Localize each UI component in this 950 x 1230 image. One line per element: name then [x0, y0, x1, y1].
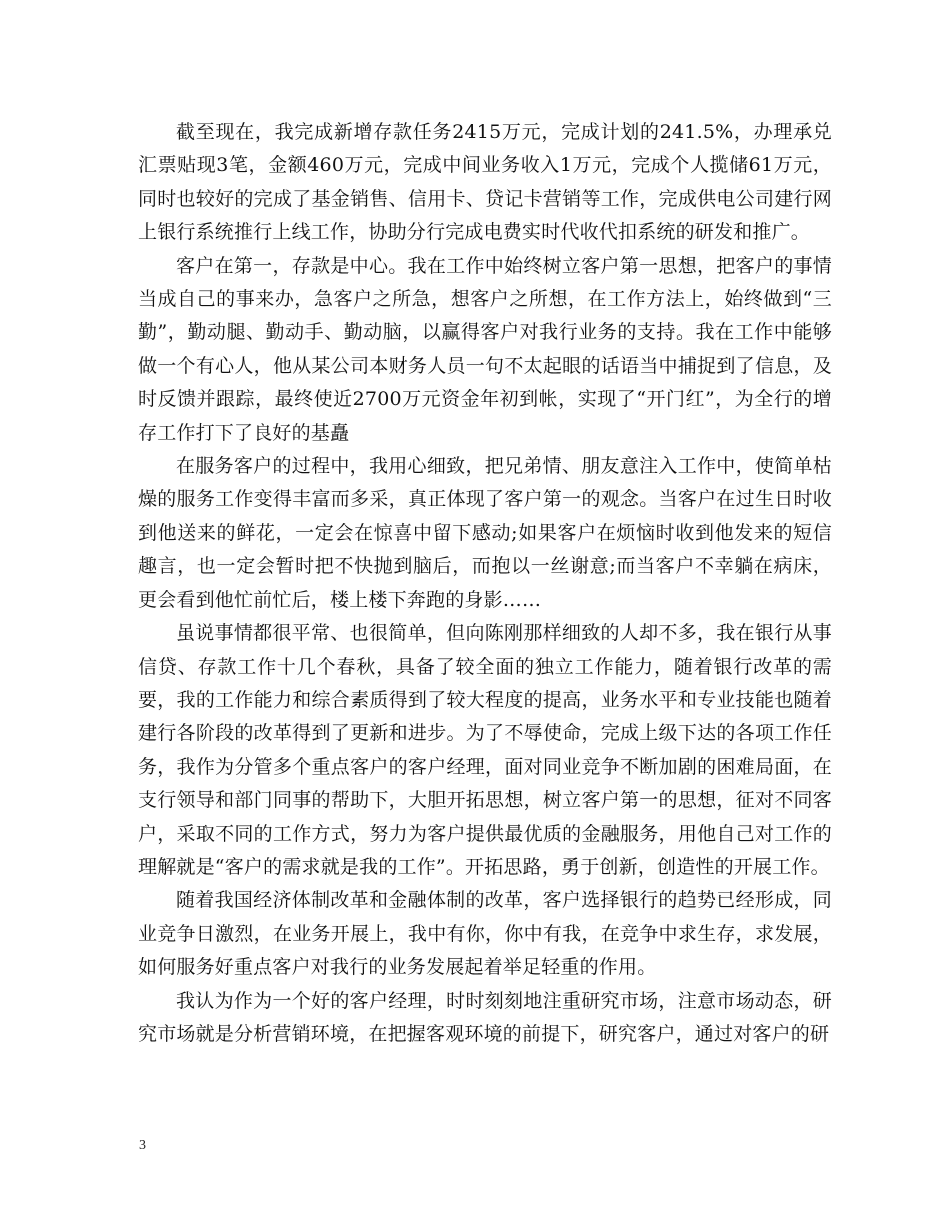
- paragraph-customer-first: 客户在第一，存款是中心。我在工作中始终树立客户第一思想，把客户的事情当成自己的事来办，急客户之所急，想客户之所想，在工作方法上，始终做到“三勤”，勤动腿、勤动手、勤动脑，以赢得客户对我行业务的支持。我在工作中能够做一个有心人，他从某公司本财务人员一句不太起眼的话语当中捕捉到了信息，及时反馈并跟踪，最终使近2700万元资金年初到帐，实现了“开门红”，为全行的增存工作打下了良好的基矗: [138, 254, 832, 444]
- document-body: [138, 116, 832, 1051]
- paragraph-market-research: 我认为作为一个好的客户经理，时时刻刻地注重研究市场，注意市场动态，研究市场就是分析营销环境，在把握客观环境的前提下，研究客户，通过对客户的研: [138, 989, 832, 1045]
- paragraph-market-competition: 随着我国经济体制改革和金融体制的改革，客户选择银行的趋势已经形成，同业竞争日激烈，在业务开展上，我中有你，你中有我，在竞争中求生存，求发展，如何服务好重点客户对我行的业务发展起着举足轻重的作用。: [138, 889, 832, 979]
- paragraph-service-detail: 在服务客户的过程中，我用心细致，把兄弟情、朋友意注入工作中，使简单枯燥的服务工作变得丰富而多采，真正体现了客户第一的观念。当客户在过生日时收到他送来的鲜花，一定会在惊喜中留下感动;如果客户在烦恼时收到他发来的短信趣言，也一定会暂时把不快抛到脑后，而抱以一丝谢意;而当客户不幸躺在病床，更会看到他忙前忙后，楼上楼下奔跑的身影……: [138, 455, 832, 611]
- paragraph-deposit-results: 截至现在，我完成新增存款任务2415万元，完成计划的241.5%，办理承兑汇票贴现3笔，金额460万元，完成中间业务收入1万元，完成个人揽储61万元，同时也较好的完成了基金销售、信用卡、贷记卡营销等工作，完成供电公司建行网上银行系统推行上线工作，协助分行完成电费实时代收代扣系统的研发和推广。: [138, 121, 832, 244]
- page-number: 3: [139, 1138, 146, 1153]
- paragraph-work-ability: 虽说事情都很平常、也很简单，但向陈刚那样细致的人却不多，我在银行从事信贷、存款工作十几个春秋，具备了较全面的独立工作能力，随着银行改革的需要，我的工作能力和综合素质得到了较大程度的提高，业务水平和专业技能也随着建行各阶段的改革得到了更新和进步。为了不辱使命，完成上级下达的各项工作任务，我作为分管多个重点客户的客户经理，面对同业竞争不断加剧的困难局面，在支行领导和部门同事的帮助下，大胆开拓思想，树立客户第一的思想，征对不同客户，采取不同的工作方式，努力为客户提供最优质的金融服务，用他自己对工作的理解就是“客户的需求就是我的工作”。开拓思路，勇于创新，创造性的开展工作。: [138, 622, 832, 878]
